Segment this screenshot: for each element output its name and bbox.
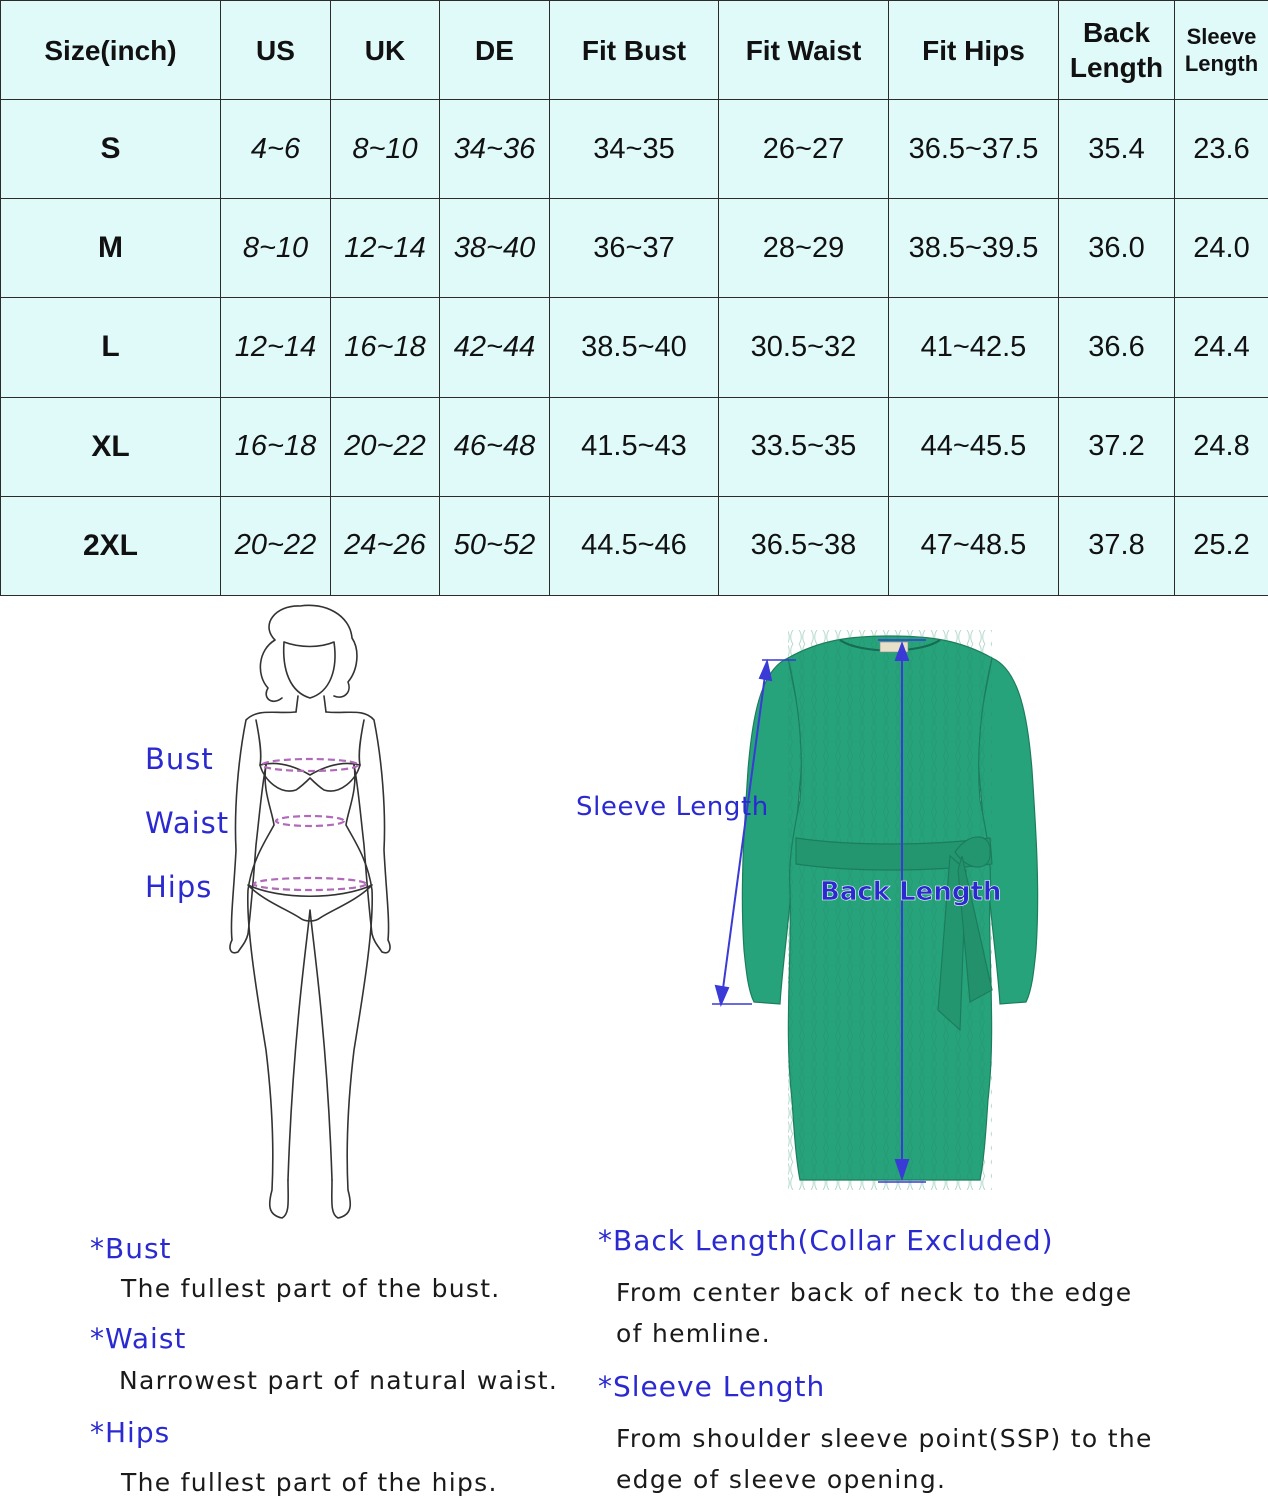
table-cell: 36.5~37.5 — [889, 100, 1059, 199]
table-cell: 8~10 — [331, 100, 440, 199]
sleeve-length-definition-title: *Sleeve Length — [598, 1370, 825, 1403]
table-row — [1, 496, 1268, 595]
sleeve-length-definition-line1: From shoulder sleeve point(SSP) to the — [616, 1418, 1153, 1459]
table-cell: 44~45.5 — [889, 397, 1059, 496]
table-cell: 36.6 — [1059, 298, 1175, 397]
header-de: DE — [440, 1, 550, 100]
sleeve-length-label: Sleeve Length — [576, 792, 769, 822]
table-cell: 23.6 — [1175, 100, 1268, 199]
table-cell: 36.5~38 — [719, 496, 889, 595]
table-cell: 42~44 — [440, 298, 550, 397]
table-cell: 34~35 — [550, 100, 719, 199]
table-cell: 24.4 — [1175, 298, 1268, 397]
table-cell: 12~14 — [221, 298, 331, 397]
table-cell: 41~42.5 — [889, 298, 1059, 397]
table-cell: 37.8 — [1059, 496, 1175, 595]
waist-definition-text: Narrowest part of natural waist. — [119, 1360, 558, 1401]
table-cell: 24.8 — [1175, 397, 1268, 496]
waist-definition-title: *Waist — [90, 1322, 186, 1355]
table-cell: 16~18 — [221, 397, 331, 496]
header-sleeve-length: Sleeve Length — [1175, 1, 1268, 100]
table-cell: 34~36 — [440, 100, 550, 199]
header-fit-bust: Fit Bust — [550, 1, 719, 100]
table-cell: 20~22 — [331, 397, 440, 496]
header-back-length: Back Length — [1059, 1, 1175, 100]
table-cell: 35.4 — [1059, 100, 1175, 199]
table-cell: L — [1, 298, 221, 397]
table-cell: 41.5~43 — [550, 397, 719, 496]
table-cell: 28~29 — [719, 199, 889, 298]
hips-label: Hips — [145, 870, 212, 904]
table-cell: 16~18 — [331, 298, 440, 397]
table-row — [1, 397, 1268, 496]
table-cell: M — [1, 199, 221, 298]
table-row — [1, 199, 1268, 298]
table-cell: 36~37 — [550, 199, 719, 298]
table-cell: 36.0 — [1059, 199, 1175, 298]
header-us: US — [221, 1, 331, 100]
back-length-definition-title: *Back Length(Collar Excluded) — [598, 1224, 1054, 1257]
table-cell: XL — [1, 397, 221, 496]
table-cell: 24~26 — [331, 496, 440, 595]
header-uk: UK — [331, 1, 440, 100]
back-length-label: Back Length — [820, 877, 1001, 907]
table-cell: 30.5~32 — [719, 298, 889, 397]
table-cell: 4~6 — [221, 100, 331, 199]
header-fit-waist: Fit Waist — [719, 1, 889, 100]
hips-definition-title: *Hips — [90, 1416, 170, 1449]
table-cell: 47~48.5 — [889, 496, 1059, 595]
table-cell: S — [1, 100, 221, 199]
table-cell: 8~10 — [221, 199, 331, 298]
table-cell: 38.5~39.5 — [889, 199, 1059, 298]
table-cell: 20~22 — [221, 496, 331, 595]
header-size: Size(inch) — [1, 1, 221, 100]
size-chart-table — [0, 0, 1268, 596]
table-cell: 38~40 — [440, 199, 550, 298]
table-header-row — [1, 1, 1268, 100]
bust-definition-title: *Bust — [90, 1232, 172, 1265]
header-fit-hips: Fit Hips — [889, 1, 1059, 100]
back-length-definition-line2: of hemline. — [616, 1313, 771, 1354]
table-row — [1, 100, 1268, 199]
table-cell: 33.5~35 — [719, 397, 889, 496]
bust-definition-text: The fullest part of the bust. — [121, 1268, 501, 1309]
table-cell: 44.5~46 — [550, 496, 719, 595]
table-cell: 50~52 — [440, 496, 550, 595]
table-cell: 24.0 — [1175, 199, 1268, 298]
hips-definition-text: The fullest part of the hips. — [121, 1462, 498, 1503]
table-cell: 12~14 — [331, 199, 440, 298]
table-cell: 26~27 — [719, 100, 889, 199]
table-cell: 38.5~40 — [550, 298, 719, 397]
table-cell: 2XL — [1, 496, 221, 595]
back-length-definition-line1: From center back of neck to the edge — [616, 1272, 1132, 1313]
dress-illustration — [700, 630, 1080, 1190]
sleeve-length-definition-line2: edge of sleeve opening. — [616, 1459, 946, 1500]
waist-label: Waist — [145, 806, 229, 840]
table-cell: 25.2 — [1175, 496, 1268, 595]
bust-label: Bust — [145, 742, 214, 776]
table-row — [1, 298, 1268, 397]
table-cell: 37.2 — [1059, 397, 1175, 496]
table-cell: 46~48 — [440, 397, 550, 496]
body-outline-illustration — [220, 600, 400, 1230]
